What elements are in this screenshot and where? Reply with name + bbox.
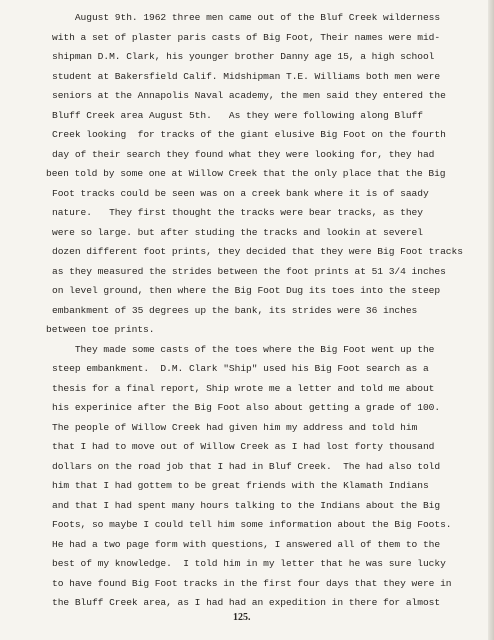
text-line: nature. They first thought the tracks were bear tracks, as they	[52, 207, 423, 218]
text-line: his experinice after the Big Foot also about getting a grade of 100.	[52, 402, 441, 413]
text-line: seniors at the Annapolis Naval academy, the men said they entered the	[52, 90, 446, 101]
text-line: the Bluff Creek area, as I had had an expedition in there for almost	[52, 597, 441, 608]
text-line: been told by some one at Willow Creek that the only place that the Big	[46, 168, 446, 179]
text-line: dozen different foot prints, they decided that they were Big Foot tracks	[52, 246, 463, 257]
text-line: best of my knowledge. I told him in my letter that he was sure lucky	[52, 558, 446, 569]
text-line: Creek looking for tracks of the giant elusive Big Foot on the fourth	[52, 129, 446, 140]
text-line: that I had to move out of Willow Creek as I had lost forty thousand	[52, 441, 435, 452]
text-line: August 9th. 1962 three men came out of the Bluf Creek wilderness	[52, 12, 441, 23]
text-line: and that I had spent many hours talking to the Indians about the Big	[52, 499, 441, 511]
text-line: embankment of 35 degrees up the bank, its strides were 36 inches	[52, 304, 418, 316]
text-line: The people of Willow Creek had given him my address and told him	[52, 421, 418, 433]
text-line: him that I had gottem to be great friends with the Klamath Indians	[52, 480, 429, 491]
text-line: Foots, so maybe I could tell him some information about the Big Foots.	[52, 519, 452, 530]
text-line: to have found Big Foot tracks in the first four days that they were in	[52, 577, 452, 589]
page-number: 125.	[233, 612, 251, 623]
text-line: thesis for a final report, Ship wrote me a letter and told me about	[52, 382, 435, 394]
text-line: Foot tracks could be seen was on a creek bank where it is of saady	[52, 187, 429, 199]
text-line: steep embankment. D.M. Clark "Ship" used his Big Foot search as a	[52, 363, 429, 374]
text-line: shipman D.M. Clark, his younger brother Danny age 15, a high school	[52, 51, 435, 62]
text-line: were so large. but after studing the tracks and lookin at severel	[52, 226, 423, 238]
text-line: Bluff Creek area August 5th. As they were following along Bluff	[52, 109, 423, 121]
text-line: as they measured the strides between the foot prints at 51 3/4 inches	[52, 265, 446, 277]
text-line: dollars on the road job that I had in Bluf Creek. The had also told	[52, 460, 441, 472]
text-line: on level ground, then where the Big Foot Dug its toes into the steep	[52, 285, 441, 296]
text-line: with a set of plaster paris casts of Big Foot, Their names were mid-	[52, 31, 441, 43]
typewritten-body	[46, 8, 484, 613]
text-line: student at Bakersfield Calif. Midshipman T.E. Williams both men were	[52, 70, 441, 82]
text-line: between toe prints.	[46, 324, 155, 335]
text-line: He had a two page form with questions, I answered all of them to the	[52, 538, 441, 550]
text-line: day of their search they found what they were looking for, they had	[52, 148, 435, 160]
page-edge-shadow	[488, 0, 494, 640]
text-line: They made some casts of the toes where the Big Foot went up the	[52, 343, 435, 355]
